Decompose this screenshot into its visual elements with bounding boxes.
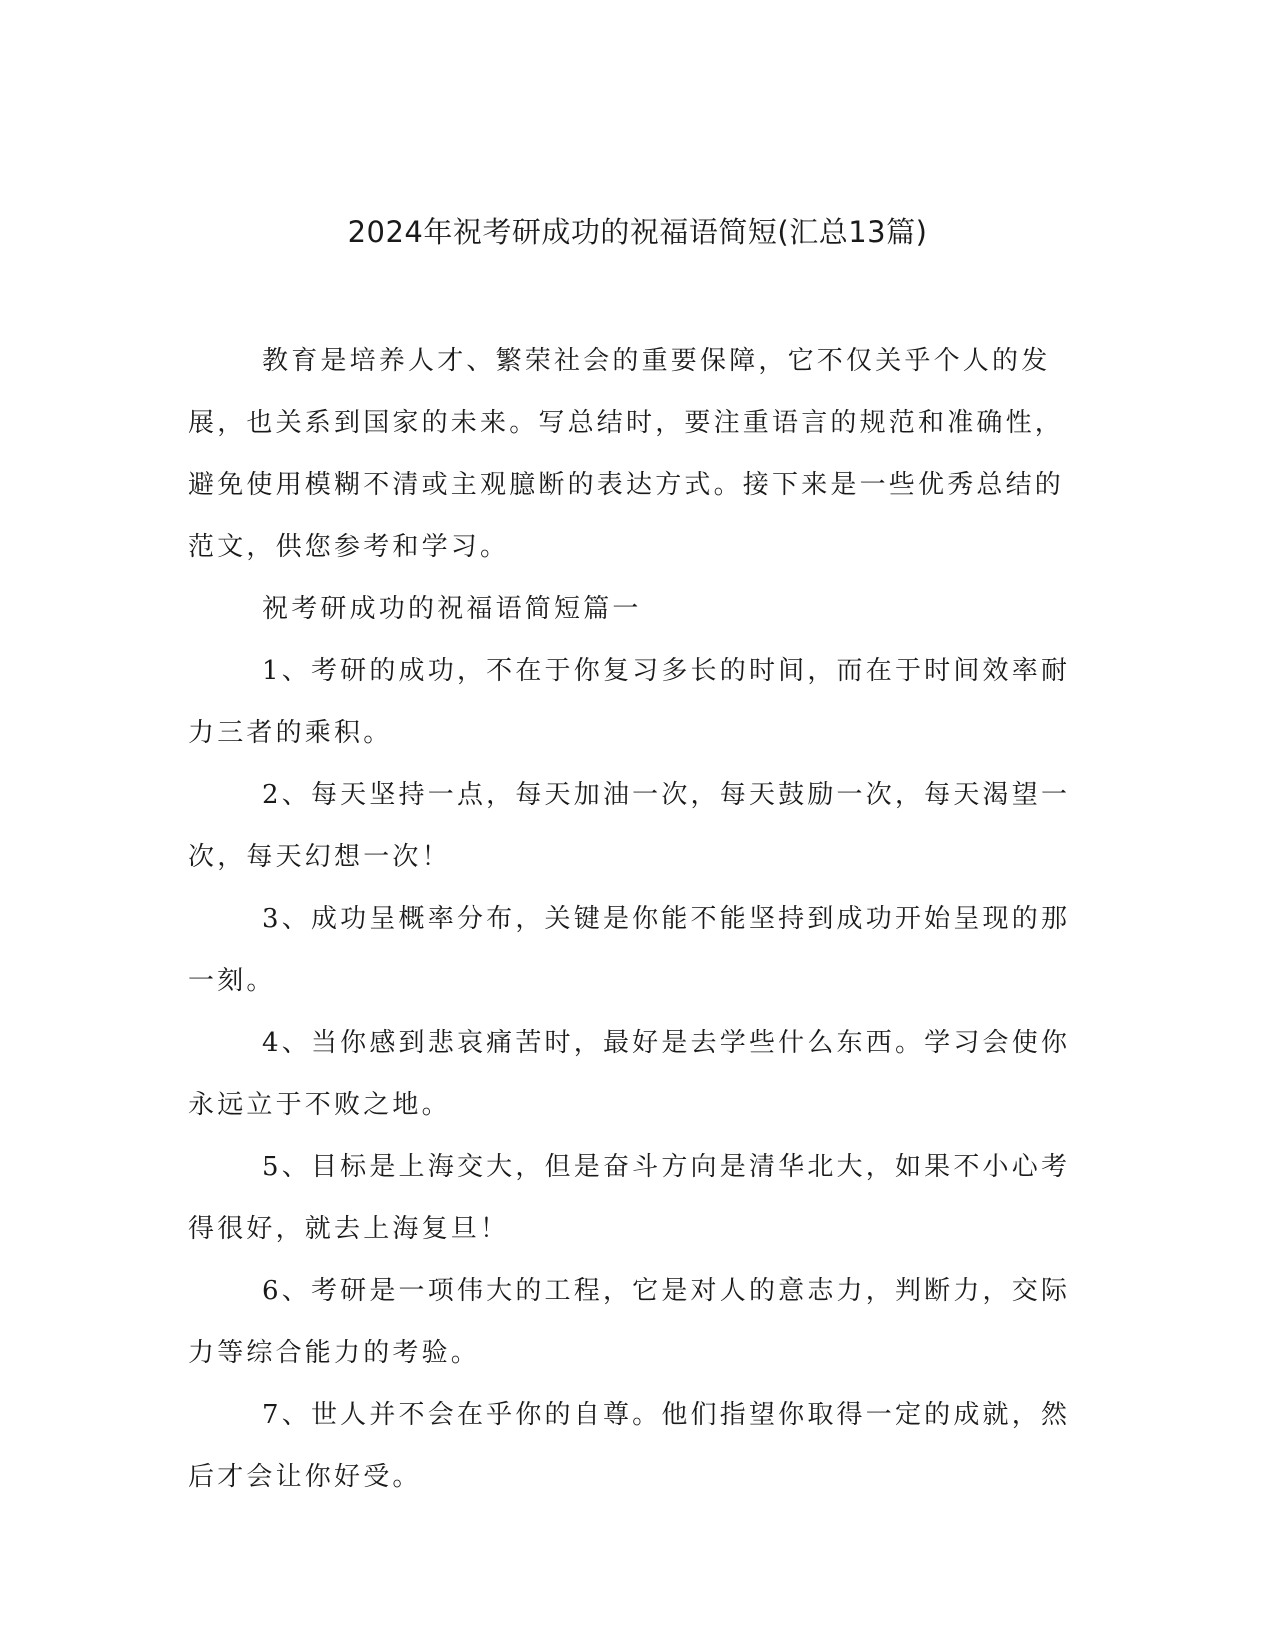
section-heading: 祝考研成功的祝福语简短篇一 bbox=[262, 594, 642, 624]
list-item: 2、每天坚持一点，每天加油一次，每天鼓励一次，每天渴望一次，每天幻想一次！ bbox=[188, 780, 1071, 872]
document-title: 2024年祝考研成功的祝福语简短(汇总13篇) bbox=[347, 215, 928, 249]
list-item: 7、世人并不会在乎你的自尊。他们指望你取得一定的成就，然后才会让你好受。 bbox=[188, 1400, 1071, 1492]
list-item: 5、目标是上海交大，但是奋斗方向是清华北大，如果不小心考得很好，就去上海复旦！ bbox=[188, 1152, 1071, 1244]
list-item: 6、考研是一项伟大的工程，它是对人的意志力，判断力，交际力等综合能力的考验。 bbox=[188, 1276, 1071, 1368]
list-item: 4、当你感到悲哀痛苦时，最好是去学些什么东西。学习会使你永远立于不败之地。 bbox=[188, 1028, 1071, 1120]
document-body bbox=[188, 330, 1088, 1508]
intro-paragraph: 教育是培养人才、繁荣社会的重要保障，它不仅关乎个人的发展，也关系到国家的未来。写总结时，要注重语言的规范和准确性，避免使用模糊不清或主观臆断的表达方式。接下来是一些优秀总结的范文，供您参考和学习。 bbox=[188, 346, 1065, 562]
list-item: 1、考研的成功，不在于你复习多长的时间，而在于时间效率耐力三者的乘积。 bbox=[188, 656, 1071, 748]
list-item: 3、成功呈概率分布，关键是你能不能坚持到成功开始呈现的那一刻。 bbox=[188, 904, 1071, 996]
